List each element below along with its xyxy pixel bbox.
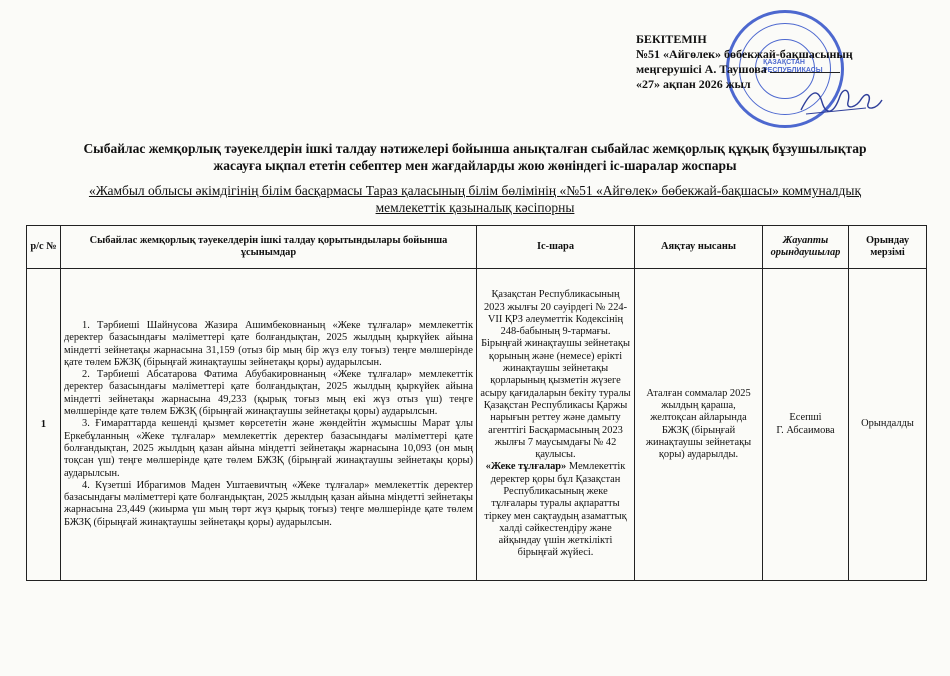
measure-database-note <box>480 461 631 559</box>
approval-date: «27» ақпан 2026 жыл <box>636 77 751 91</box>
deadline-cell: Орындалды <box>849 269 927 581</box>
completion-form-cell: Аталған соммалар 2025 жылдың қараша, желтоқсан айларында БЖЗҚ (бірыңғай жинақтаушы зейнетақы қоры) аударылды. <box>635 269 763 581</box>
measure-database-text: Мемлекеттік деректер қоры бұл Қазақстан Республикасының жеке тұлғалары туралы ақпаратты тіркеу мен сақтаудың азаматтық халді сәйкестендіру және айқындау үшін жеткілікті бірыңғай жүйесі. <box>484 461 627 559</box>
approval-heading: БЕКІТЕМІН <box>636 32 707 46</box>
recommendation-item: 3. Ғимараттарда кешенді қызмет көрсететін және жөндейтін жұмысшы Марат ұлы Еркебұланның «Жеке тұлғалар» мемлекеттік деректер базасындағы мәліметтері қате болғандықтан, 2025 жылдың қазан айына міндетті зейнетақы жарнасына 10,093 (он мың тоқсан үш) теңге мөлшерінде қате төлем БЖЗҚ (бірыңғай жинақтаушы зейнетақы қоры) аударылсын. <box>64 418 473 479</box>
approval-line-2: меңгерушісі А. Таушова <box>636 62 767 76</box>
document-title: Сыбайлас жемқорлық тәуекелдерін ішкі талдау нәтижелері бойынша анықталған сыбайлас жемқорлық құқық бұзушылықтар жасауға ықпал ететін себептер мен жағдайларды жою жөніндегі іс-шаралар жоспары <box>83 141 867 173</box>
recommendation-item: 4. Күзетші Ибрагимов Маден Уштаевичтың «Жеке тұлғалар» мемлекеттік деректер базасындағы мәліметтері қате болғандықтан, 2025 жылдың қазан айына міндетті зейнетақы жарнасына 23,449 (жиырма үш мың төрт жүз қырық тоғыз) теңге мөлшерінде қате төлем БЖЗҚ (бірыңғай жинақтаушы зейнетақы қоры) аударылсын. <box>64 479 473 528</box>
header-number: р/с № <box>27 226 61 269</box>
recommendations-cell <box>61 269 477 581</box>
header-responsible: Жауапты орындаушылар <box>763 226 849 269</box>
seal-center-text: ҚАЗАҚСТАН РЕСПУБЛИКАСЫ <box>763 59 823 74</box>
signature-line <box>770 62 840 73</box>
measure-bold-term: «Жеке тұлғалар» <box>485 461 567 473</box>
header-deadline: Орындау мерзімі <box>849 226 927 269</box>
measure-regulation-reference: Бірыңғай жинақтаушы зейнетақы қорының және (немесе) ерікті жинақтаушы зейнетақы қорларының қызметін жүзеге асыру қағидаларын бекіту туралы Қазақстан Республикасы Қаржы нарығын реттеу және дамыту агенттігі Басқармасының 2023 жылғы 7 маусымдағы № 42 қаулысы. <box>480 338 631 461</box>
measure-cell <box>477 269 635 581</box>
approval-block <box>636 32 936 92</box>
table-header-row <box>27 226 927 269</box>
approval-line-1: №51 «Айгөлек» бөбекжай-бақшасының <box>636 47 853 61</box>
action-plan-table <box>26 225 927 581</box>
recommendation-item: 2. Тәрбиеші Абсатарова Фатима Абубакировнаның «Жеке тұлғалар» мемлекеттік деректер базасындағы мәліметтері қате болғандықтан, 2025 жылдың қыркүйек айына міндетті зейнетақы жарнасына 49,233 (қырық тоғыз мың екі жүз отыз үш) теңге мөлшерінде қате төлем БЖЗҚ (бірыңғай жинақтаушы зейнетақы қоры) аударылсын. <box>64 369 473 418</box>
header-measure: Іс-шара <box>477 226 635 269</box>
table-row <box>27 269 927 581</box>
header-recommendations: Сыбайлас жемқорлық тәуекелдерін ішкі талдау қорытындылары бойынша ұсынымдар <box>61 226 477 269</box>
recommendation-item: 1. Тәрбиеші Шайнусова Жазира Ашимбековнаның «Жеке тұлғалар» мемлекеттік деректер базасындағы мәліметтері қате болғандықтан, 2025 жылдың қыркүйек айына міндетті зейнетақы жарнасына 31,159 (отыз бір мың бір жүз елу тоғыз) теңге мөлшерінде қате төлем БЖЗҚ (бірыңғай жинақтаушы зейнетақы қоры) аударылсын. <box>64 319 473 368</box>
responsible-cell <box>763 269 849 581</box>
row-number: 1 <box>27 269 61 581</box>
document-subtitle: «Жамбыл облысы әкімдігінің білім басқармасы Тараз қаласының білім бөлімінің «№51 «Айгөлек» бөбекжай-бақшасы» коммуналдық мемлекеттік қазыналық кәсіпорны <box>88 183 862 215</box>
responsible-title: Есепші <box>789 412 822 424</box>
header-completion-form: Аяқтау нысаны <box>635 226 763 269</box>
responsible-name: Г. Абсаимова <box>776 424 835 436</box>
measure-law-reference: Қазақстан Республикасының 2023 жылғы 20 сәуірдегі № 224-VII ҚРЗ әлеуметтік Кодексінің 248-бабының 9-тармағы. <box>483 289 628 338</box>
